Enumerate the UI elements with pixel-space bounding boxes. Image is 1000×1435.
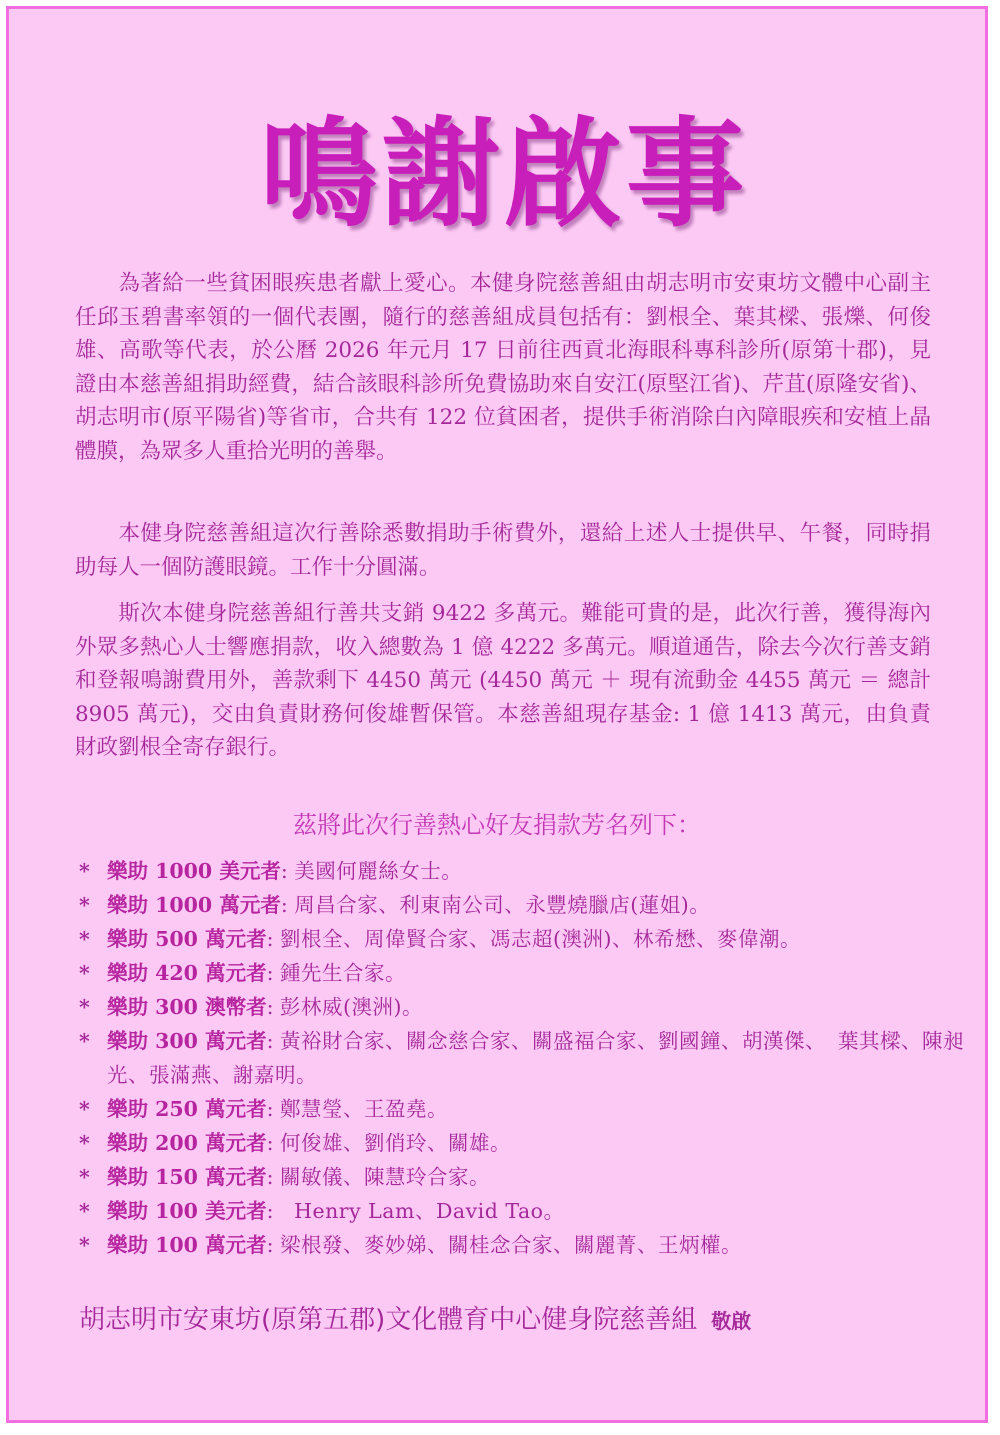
list-item [79, 854, 979, 888]
donation-level: 樂助 300 萬元者 [107, 1029, 267, 1053]
donation-level: 樂助 100 美元者 [107, 1199, 267, 1223]
colon: : [266, 1233, 274, 1257]
list-item [79, 1092, 979, 1126]
colon: : [266, 995, 274, 1019]
donation-level: 樂助 1000 美元者 [107, 859, 281, 883]
footer-signature [79, 1300, 959, 1341]
list-item [79, 922, 979, 956]
donor-names: 梁根發、麥妙娣、關桂念合家、關麗菁、王炳權。 [280, 1233, 743, 1257]
colon: : [280, 859, 288, 883]
colon: : [266, 927, 274, 951]
list-item [79, 990, 979, 1024]
donation-level: 樂助 150 萬元者 [107, 1165, 267, 1189]
list-item [79, 1160, 979, 1194]
colon: : [266, 1029, 274, 1053]
donor-names: Henry Lam、David Tao。 [280, 1199, 565, 1223]
paragraph-2-text: 本健身院慈善組這次行善除悉數捐助手術費外，還給上述人士提供早、午餐，同時捐助每人一個防護眼鏡。工作十分圓滿。 [75, 521, 931, 580]
bullet-marker: * [79, 1233, 90, 1257]
paragraph-3-text: 斯次本健身院慈善組行善共支銷 9422 多萬元。難能可貴的是，此次行善，獲得海內外眾多熱心人士響應捐款，收入總數為 1 億 4222 多萬元。順道通告，除去今次行善支銷和登報鳴謝費用外，善款剩下 4450 萬元 (4450 萬元 ＋ 現有流動金 4455 萬元 ＝ 總計 8905 萬元)，交由負責財務何俊雄暫保管。本慈善組現存基金: 1 億 1413 萬元，由負責財政劉根全寄存銀行。 [75, 601, 931, 760]
bullet-marker: * [79, 1199, 90, 1223]
donor-names: 彭林威(澳洲)。 [280, 995, 424, 1019]
donation-level: 樂助 1000 萬元者 [107, 893, 281, 917]
bullet-marker: * [79, 1131, 90, 1155]
list-item [79, 1194, 979, 1228]
donation-level: 樂助 500 萬元者 [107, 927, 267, 951]
donor-names: 鍾先生合家。 [280, 961, 407, 985]
paragraph-1-text: 為著給一些貧困眼疾患者獻上愛心。本健身院慈善組由胡志明市安東坊文體中心副主任邱玉碧書率領的一個代表團，隨行的慈善組成員包括有：劉根全、葉其樑、張爍、何俊雄、高歌等代表，於公曆 2026 年元月 17 日前往西貢北海眼科專科診所(原第十郡)，見證由本慈善組捐助經費，結合該眼科診所免費協助來自安江(原堅江省)、芹苴(原隆安省)、胡志明市(原平陽省)等省市，合共有 122 位貧困者，提供手術消除白內障眼疾和安植上晶體膜，為眾多人重拾光明的善舉。 [75, 271, 931, 464]
colon: : [280, 893, 288, 917]
donor-names: 周昌合家、利東南公司、永豐燒臘店(蓮姐)。 [294, 893, 711, 917]
donor-names: 劉根全、周偉賢合家、馮志超(澳洲)、林希懋、麥偉潮。 [280, 927, 802, 951]
colon: : [266, 1165, 274, 1189]
donor-names: 美國何麗絲女士。 [294, 859, 463, 883]
donor-list [79, 854, 979, 1262]
donor-names: 黃裕財合家、關念慈合家、關盛福合家、劉國鐘、胡漢傑、 [280, 1029, 827, 1053]
donor-names-continued: 葉其樑、陳昶光、張滿燕、謝嘉明。 [107, 1029, 965, 1087]
donation-level: 樂助 300 澳幣者 [107, 995, 267, 1019]
colon: : [266, 1131, 274, 1155]
colon: : [266, 1199, 274, 1223]
page-title: 鳴謝啟事 [259, 105, 748, 243]
bullet-marker: * [79, 1097, 90, 1121]
donor-names: 關敏儀、陳慧玲合家。 [280, 1165, 491, 1189]
list-item [79, 1024, 979, 1092]
bullet-marker: * [79, 1165, 90, 1189]
colon: : [266, 961, 274, 985]
bullet-marker: * [79, 859, 90, 883]
paragraph-2 [75, 517, 931, 584]
donation-level: 樂助 420 萬元者 [107, 961, 267, 985]
donor-names: 何俊雄、劉俏玲、關雄。 [280, 1131, 512, 1155]
paragraph-3 [75, 597, 931, 765]
bullet-marker: * [79, 1029, 90, 1053]
list-item [79, 888, 979, 922]
bullet-marker: * [79, 893, 90, 917]
organization-name: 胡志明市安東坊(原第五郡)文化體育中心健身院慈善組 [79, 1305, 698, 1335]
bullet-marker: * [79, 961, 90, 985]
donation-level: 樂助 200 萬元者 [107, 1131, 267, 1155]
bullet-marker: * [79, 927, 90, 951]
list-item [79, 1228, 979, 1262]
sign-off: 敬啟 [711, 1309, 752, 1333]
list-item [79, 956, 979, 990]
paragraph-1 [75, 267, 931, 468]
donor-list-heading: 茲將此次行善熱心好友捐款芳名列下： [293, 811, 701, 839]
colon: : [266, 1097, 274, 1121]
donation-level: 樂助 250 萬元者 [107, 1097, 267, 1121]
list-item [79, 1126, 979, 1160]
donor-names: 鄭慧瑩、王盈堯。 [280, 1097, 449, 1121]
bullet-marker: * [79, 995, 90, 1019]
notice-page [6, 6, 988, 1423]
donation-level: 樂助 100 萬元者 [107, 1233, 267, 1257]
